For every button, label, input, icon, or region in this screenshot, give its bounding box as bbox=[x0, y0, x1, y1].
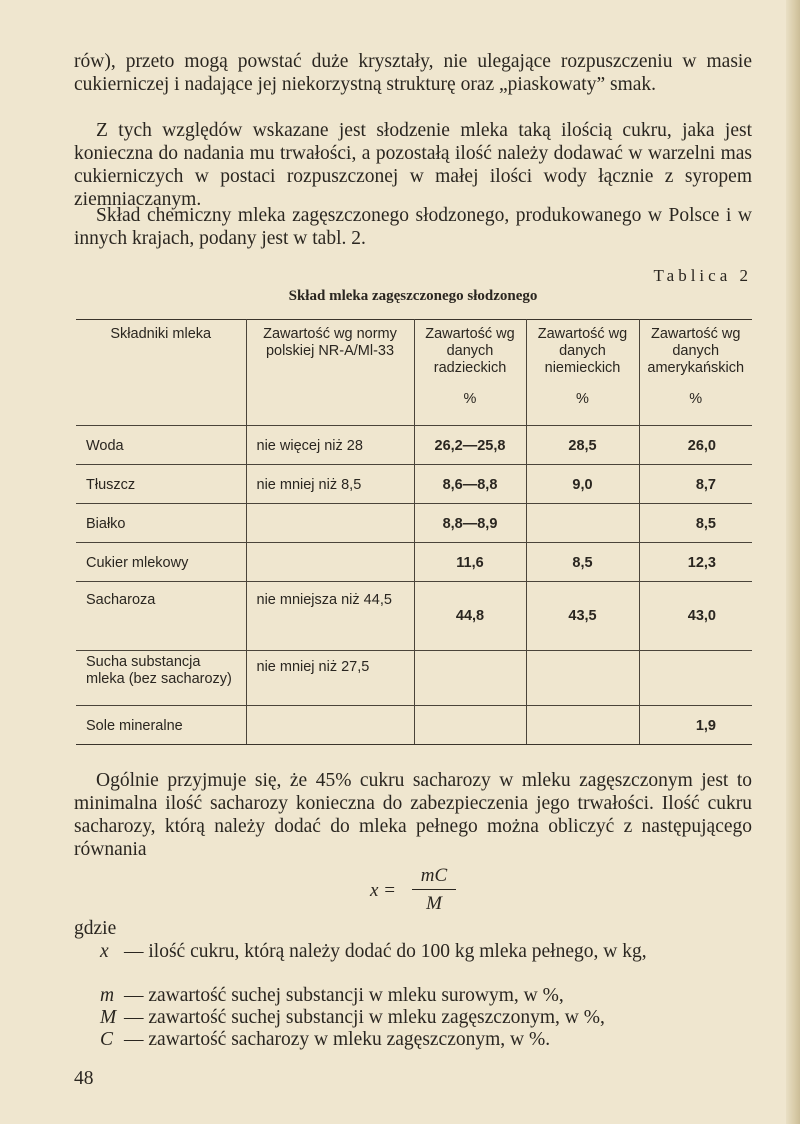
paragraph-2: Z tych względów wskazane jest słodzenie mleka taką ilością cukru, jaka jest konieczna do nadania mu trwałości, a pozostałą ilość należy dodawać w warzelni mas cukierniczych w postaci rozpuszczonej w małej ilości wody łącznie z syropem ziemniaczanym. bbox=[74, 120, 752, 210]
row-soviet: 26,2—25,8 bbox=[414, 426, 526, 465]
header-norm-label: Zawartość wg normy polskiej NR-A/Ml-33 bbox=[263, 326, 397, 359]
row-german bbox=[526, 706, 639, 745]
row-american: 8,5 bbox=[639, 504, 752, 543]
composition-table bbox=[76, 319, 752, 745]
formula-numerator: mC bbox=[412, 865, 456, 890]
definition-text: — zawartość sacharozy w mleku zagęszczonym, w %. bbox=[124, 1029, 551, 1050]
table-row bbox=[76, 651, 752, 706]
table-title: Skład mleka zagęszczonego słodzonego bbox=[288, 288, 538, 304]
row-norm: nie mniej niż 27,5 bbox=[246, 651, 414, 706]
row-german: 8,5 bbox=[526, 543, 639, 582]
row-american: 43,0 bbox=[639, 582, 752, 651]
header-soviet-label: Zawartość wg danych radzieckich bbox=[425, 326, 515, 376]
header-german-percent: % bbox=[576, 391, 589, 407]
row-soviet: 44,8 bbox=[414, 582, 526, 651]
definition-symbol: x bbox=[100, 941, 109, 962]
row-norm bbox=[246, 543, 414, 582]
table-label: Tablica 2 bbox=[653, 266, 752, 285]
definition-text: — ilość cukru, którą należy dodać do 100 kg mleka pełnego, w kg, bbox=[124, 941, 647, 962]
row-norm bbox=[246, 706, 414, 745]
formula-denominator: M bbox=[426, 893, 442, 914]
row-soviet: 8,6—8,8 bbox=[414, 465, 526, 504]
definition-item bbox=[100, 1029, 760, 1051]
table-header-row bbox=[76, 320, 752, 426]
where-label: gdzie bbox=[74, 918, 117, 939]
definition-item bbox=[100, 941, 760, 963]
row-soviet: 11,6 bbox=[414, 543, 526, 582]
row-norm: nie mniejsza niż 44,5 bbox=[246, 582, 414, 651]
row-norm bbox=[246, 504, 414, 543]
header-soviet-percent: % bbox=[463, 391, 477, 407]
row-american: 12,3 bbox=[639, 543, 752, 582]
definition-text: — zawartość suchej substancji w mleku zagęszczonym, w %, bbox=[124, 1007, 605, 1028]
row-german: 9,0 bbox=[526, 465, 639, 504]
row-german bbox=[526, 504, 639, 543]
table-row bbox=[76, 706, 752, 745]
formula-lhs: x = bbox=[370, 880, 397, 901]
header-soviet bbox=[414, 320, 526, 426]
header-american-label: Zawartość wg danych amerykańskich bbox=[647, 326, 745, 376]
row-name: Woda bbox=[76, 426, 246, 465]
row-american: 26,0 bbox=[639, 426, 752, 465]
definition-symbol: m bbox=[100, 985, 115, 1006]
table-row bbox=[76, 543, 752, 582]
row-name: Cukier mlekowy bbox=[76, 543, 246, 582]
paragraph-3: Skład chemiczny mleka zagęszczonego słodzonego, produkowanego w Polsce i w innych krajach, podany jest w tabl. 2. bbox=[74, 205, 752, 249]
paragraph-4: Ogólnie przyjmuje się, że 45% cukru sacharozy w mleku zagęszczonym jest to minimalna ilość sacharozy konieczna do zabezpieczenia jego trwałości. Ilość cukru sacharozy, którą należy dodać do mleka pełnego można obliczyć z następującego równania bbox=[74, 770, 752, 860]
header-american-percent: % bbox=[689, 391, 703, 407]
row-soviet bbox=[414, 651, 526, 706]
table-row bbox=[76, 465, 752, 504]
row-name: Sacharoza bbox=[76, 582, 246, 651]
row-soviet: 8,8—8,9 bbox=[414, 504, 526, 543]
row-name: Tłuszcz bbox=[76, 465, 246, 504]
definition-text: — zawartość suchej substancji w mleku surowym, w %, bbox=[124, 985, 564, 1006]
row-name: Sole mineralne bbox=[76, 706, 246, 745]
definition-item bbox=[100, 1007, 760, 1029]
definition-item bbox=[100, 985, 760, 1007]
header-components: Składniki mleka bbox=[76, 320, 246, 426]
definition-symbol: C bbox=[100, 1029, 114, 1050]
formula-fraction bbox=[412, 865, 456, 915]
table-row bbox=[76, 582, 752, 651]
row-german: 43,5 bbox=[526, 582, 639, 651]
row-norm: nie więcej niż 28 bbox=[246, 426, 414, 465]
header-american bbox=[639, 320, 752, 426]
paragraph-1: rów), przeto mogą powstać duże kryształy, nie ulegające rozpuszczeniu w masie cukierniczej i nadające jej niekorzystną strukturę oraz „piaskowaty” smak. bbox=[74, 51, 752, 95]
table-row bbox=[76, 426, 752, 465]
row-american: 8,7 bbox=[639, 465, 752, 504]
row-german: 28,5 bbox=[526, 426, 639, 465]
row-american bbox=[639, 651, 752, 706]
table-row bbox=[76, 504, 752, 543]
header-norm bbox=[246, 320, 414, 426]
page-number: 48 bbox=[74, 1068, 94, 1089]
row-name: Sucha substancja mleka (bez sacharozy) bbox=[76, 651, 246, 706]
row-name: Białko bbox=[76, 504, 246, 543]
page-edge bbox=[786, 0, 800, 1124]
row-soviet bbox=[414, 706, 526, 745]
header-german bbox=[526, 320, 639, 426]
row-norm: nie mniej niż 8,5 bbox=[246, 465, 414, 504]
row-american: 1,9 bbox=[639, 706, 752, 745]
definition-symbol: M bbox=[100, 1007, 117, 1028]
header-german-label: Zawartość wg danych niemieckich bbox=[537, 326, 628, 376]
row-german bbox=[526, 651, 639, 706]
